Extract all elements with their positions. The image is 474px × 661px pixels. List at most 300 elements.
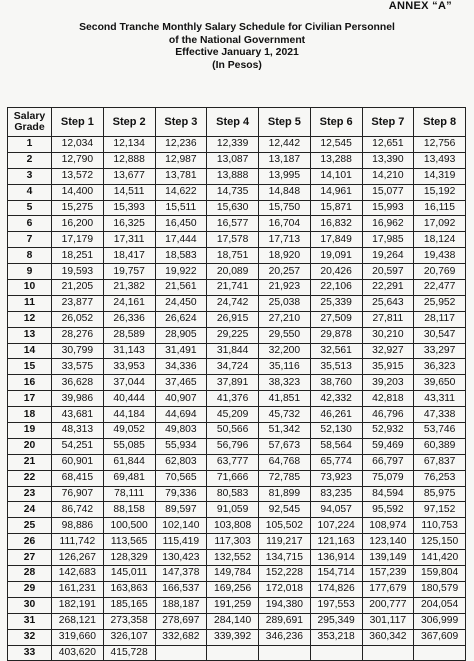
step-6-cell: 35,513 [310,359,362,375]
step-1-cell: 54,251 [52,438,104,454]
step-6-cell: 83,235 [310,486,362,502]
step-6-cell: 295,349 [310,613,362,629]
table-row [8,280,466,296]
step-4-cell: 34,724 [207,359,259,375]
step-4-cell: 339,392 [207,629,259,645]
step-2-cell: 13,677 [103,168,155,184]
step-6-cell: 19,091 [310,248,362,264]
step-4-cell: 50,566 [207,423,259,439]
table-row [8,391,466,407]
step-7-cell [362,645,414,661]
step-1-cell: 16,200 [52,216,104,232]
table-row [8,581,466,597]
step-7-cell: 16,962 [362,216,414,232]
step-5-cell: 346,236 [259,629,311,645]
step-7-cell: 95,592 [362,502,414,518]
step-3-cell: 37,465 [155,375,207,391]
step-3-cell: 24,450 [155,295,207,311]
step-3-cell: 21,561 [155,280,207,296]
table-row [8,518,466,534]
step-2-cell: 61,844 [103,454,155,470]
step-5-cell [259,645,311,661]
step-8-cell: 53,746 [414,423,466,439]
table-row [8,550,466,566]
step-2-cell: 69,481 [103,470,155,486]
table-row [8,248,466,264]
step-4-cell: 56,796 [207,438,259,454]
step-5-cell: 21,923 [259,280,311,296]
step-4-cell: 21,741 [207,280,259,296]
step-6-cell: 25,339 [310,295,362,311]
step-4-cell: 17,578 [207,232,259,248]
step-6-cell: 154,714 [310,566,362,582]
step-7-cell: 27,811 [362,311,414,327]
salary-grade-cell: 20 [8,438,52,454]
step-3-cell: 278,697 [155,613,207,629]
step-8-cell: 159,804 [414,566,466,582]
step-8-cell: 39,650 [414,375,466,391]
step-5-cell: 32,200 [259,343,311,359]
step-1-cell: 14,400 [52,184,104,200]
step-3-cell: 28,905 [155,327,207,343]
step-7-cell: 32,927 [362,343,414,359]
table-body [8,137,466,661]
step-2-cell: 28,589 [103,327,155,343]
step-1-cell: 12,034 [52,137,104,153]
step-7-cell: 52,932 [362,423,414,439]
step-7-cell: 59,469 [362,438,414,454]
step-7-cell: 25,643 [362,295,414,311]
step-1-cell: 28,276 [52,327,104,343]
salary-grade-header-line-1: Salary [13,110,46,122]
table-row [8,264,466,280]
step-8-cell: 17,092 [414,216,466,232]
step-2-cell: 14,511 [103,184,155,200]
step-1-cell: 18,251 [52,248,104,264]
title-line-2: of the National Government [168,34,306,46]
step-1-cell: 60,901 [52,454,104,470]
step-4-cell: 13,087 [207,152,259,168]
step-2-cell: 18,417 [103,248,155,264]
step-8-cell: 13,493 [414,152,466,168]
step-3-cell: 40,907 [155,391,207,407]
step-7-cell: 39,203 [362,375,414,391]
table-row [8,343,466,359]
salary-grade-cell: 7 [8,232,52,248]
step-4-cell: 169,256 [207,581,259,597]
step-4-cell: 91,059 [207,502,259,518]
step-2-cell: 100,500 [103,518,155,534]
step-2-cell: 12,134 [103,137,155,153]
step-3-cell: 55,934 [155,438,207,454]
salary-grade-cell: 4 [8,184,52,200]
step-1-cell: 30,799 [52,343,104,359]
step-2-cell: 415,728 [103,645,155,661]
step-1-cell: 182,191 [52,597,104,613]
step-3-cell [155,645,207,661]
salary-grade-cell: 22 [8,470,52,486]
step-6-cell: 197,553 [310,597,362,613]
step-5-cell: 51,342 [259,423,311,439]
table-row [8,295,466,311]
salary-grade-cell: 10 [8,280,52,296]
step-2-cell: 15,393 [103,200,155,216]
step-8-cell: 16,115 [414,200,466,216]
step-3-cell: 102,140 [155,518,207,534]
step-1-cell: 111,742 [52,534,104,550]
step-3-cell: 12,236 [155,137,207,153]
step-1-cell: 86,742 [52,502,104,518]
step-1-cell: 33,575 [52,359,104,375]
table-row [8,534,466,550]
step-5-cell: 13,995 [259,168,311,184]
salary-grade-cell: 1 [8,137,52,153]
step-5-cell: 92,545 [259,502,311,518]
step-6-cell: 94,057 [310,502,362,518]
step-2-cell: 17,311 [103,232,155,248]
step-7-cell: 360,342 [362,629,414,645]
step-2-cell: 49,052 [103,423,155,439]
step-7-cell: 22,291 [362,280,414,296]
step-8-cell: 67,837 [414,454,466,470]
step-5-cell: 57,673 [259,438,311,454]
step-1-cell: 161,231 [52,581,104,597]
document-title [0,22,474,72]
step-1-cell: 76,907 [52,486,104,502]
table-row [8,311,466,327]
step-1-cell: 68,415 [52,470,104,486]
step-2-cell: 185,165 [103,597,155,613]
salary-grade-cell: 31 [8,613,52,629]
salary-grade-cell: 21 [8,454,52,470]
step-2-cell: 44,184 [103,407,155,423]
salary-grade-cell: 8 [8,248,52,264]
step-5-cell: 27,210 [259,311,311,327]
step-4-cell: 29,225 [207,327,259,343]
step-8-cell: 30,547 [414,327,466,343]
table-row [8,613,466,629]
salary-grade-cell: 6 [8,216,52,232]
step-5-cell: 25,038 [259,295,311,311]
step-7-cell: 14,210 [362,168,414,184]
step-8-cell: 367,609 [414,629,466,645]
table-header-row [8,108,466,137]
step-3-cell: 79,336 [155,486,207,502]
step-8-cell: 180,579 [414,581,466,597]
step-4-cell: 12,339 [207,137,259,153]
table-row [8,438,466,454]
step-8-cell: 15,192 [414,184,466,200]
step-4-cell: 45,209 [207,407,259,423]
step-1-cell: 268,121 [52,613,104,629]
step-2-cell: 33,953 [103,359,155,375]
step-5-cell: 12,442 [259,137,311,153]
step-8-cell: 60,389 [414,438,466,454]
step-3-cell: 44,694 [155,407,207,423]
step-1-cell: 403,620 [52,645,104,661]
step-4-cell: 31,844 [207,343,259,359]
step-7-cell: 17,985 [362,232,414,248]
step-8-cell: 85,975 [414,486,466,502]
step-6-cell: 58,564 [310,438,362,454]
step-8-header: Step 8 [414,108,466,137]
step-2-cell: 21,382 [103,280,155,296]
step-7-header: Step 7 [362,108,414,137]
table-row [8,407,466,423]
salary-grade-cell: 24 [8,502,52,518]
step-3-header: Step 3 [155,108,207,137]
step-5-cell: 17,713 [259,232,311,248]
step-2-cell: 163,863 [103,581,155,597]
step-4-cell: 117,303 [207,534,259,550]
step-6-cell: 22,106 [310,280,362,296]
step-8-cell: 125,150 [414,534,466,550]
step-4-cell: 14,735 [207,184,259,200]
step-6-header: Step 6 [310,108,362,137]
step-5-cell: 45,732 [259,407,311,423]
salary-grade-cell: 25 [8,518,52,534]
step-6-cell: 20,426 [310,264,362,280]
step-2-cell: 37,044 [103,375,155,391]
step-7-cell: 46,796 [362,407,414,423]
step-8-cell: 36,323 [414,359,466,375]
step-1-cell: 13,572 [52,168,104,184]
step-2-cell: 31,143 [103,343,155,359]
table-row [8,645,466,661]
step-3-cell: 130,423 [155,550,207,566]
step-4-header: Step 4 [207,108,259,137]
step-4-cell: 16,577 [207,216,259,232]
step-6-cell: 46,261 [310,407,362,423]
step-4-cell: 26,915 [207,311,259,327]
step-7-cell: 84,594 [362,486,414,502]
step-2-cell: 273,358 [103,613,155,629]
step-8-cell: 141,420 [414,550,466,566]
step-2-cell: 24,161 [103,295,155,311]
step-6-cell: 14,961 [310,184,362,200]
step-2-cell: 128,329 [103,550,155,566]
table-row [8,629,466,645]
step-5-cell: 15,750 [259,200,311,216]
step-8-cell: 20,769 [414,264,466,280]
table-row [8,216,466,232]
salary-grade-header-line-2: Grade [14,121,45,133]
step-6-cell: 15,871 [310,200,362,216]
step-1-cell: 142,683 [52,566,104,582]
step-5-cell: 64,768 [259,454,311,470]
step-7-cell: 157,239 [362,566,414,582]
step-2-cell: 26,336 [103,311,155,327]
step-1-cell: 126,267 [52,550,104,566]
step-1-cell: 21,205 [52,280,104,296]
step-6-cell: 32,561 [310,343,362,359]
title-line-1: Second Tranche Monthly Salary Schedule for Civilian Personnel [79,22,395,33]
title-line-3: Effective January 1, 2021 [175,47,299,59]
step-8-cell: 14,319 [414,168,466,184]
step-4-cell: 63,777 [207,454,259,470]
step-8-cell: 47,338 [414,407,466,423]
step-5-cell: 72,785 [259,470,311,486]
step-4-cell: 80,583 [207,486,259,502]
step-7-cell: 13,390 [362,152,414,168]
step-7-cell: 139,149 [362,550,414,566]
step-7-cell: 20,597 [362,264,414,280]
step-1-cell: 26,052 [52,311,104,327]
step-5-cell: 81,899 [259,486,311,502]
step-2-cell: 55,085 [103,438,155,454]
step-2-cell: 113,565 [103,534,155,550]
salary-grade-cell: 13 [8,327,52,343]
salary-grade-cell: 14 [8,343,52,359]
step-3-cell: 147,378 [155,566,207,582]
step-5-cell: 105,502 [259,518,311,534]
step-7-cell: 123,140 [362,534,414,550]
table-row [8,470,466,486]
step-3-cell: 17,444 [155,232,207,248]
step-6-cell: 12,545 [310,137,362,153]
step-2-header: Step 2 [103,108,155,137]
step-7-cell: 12,651 [362,137,414,153]
step-5-cell: 18,920 [259,248,311,264]
step-4-cell [207,645,259,661]
step-6-cell: 38,760 [310,375,362,391]
step-8-cell: 306,999 [414,613,466,629]
step-5-cell: 41,851 [259,391,311,407]
step-3-cell: 115,419 [155,534,207,550]
step-8-cell: 204,054 [414,597,466,613]
step-1-header: Step 1 [52,108,104,137]
step-8-cell: 18,124 [414,232,466,248]
salary-grade-cell: 23 [8,486,52,502]
step-3-cell: 49,803 [155,423,207,439]
step-3-cell: 18,583 [155,248,207,264]
salary-grade-cell: 32 [8,629,52,645]
salary-grade-cell: 16 [8,375,52,391]
salary-grade-cell: 29 [8,581,52,597]
table-row [8,566,466,582]
step-8-cell: 19,438 [414,248,466,264]
step-2-cell: 40,444 [103,391,155,407]
step-6-cell: 16,832 [310,216,362,232]
salary-grade-cell: 28 [8,566,52,582]
step-5-cell: 134,715 [259,550,311,566]
table-row [8,423,466,439]
step-7-cell: 15,993 [362,200,414,216]
salary-grade-cell: 18 [8,407,52,423]
salary-schedule-table [7,107,466,661]
salary-grade-header [8,108,52,137]
step-1-cell: 23,877 [52,295,104,311]
step-3-cell: 14,622 [155,184,207,200]
step-7-cell: 301,117 [362,613,414,629]
step-3-cell: 70,565 [155,470,207,486]
step-8-cell: 76,253 [414,470,466,486]
step-4-cell: 15,630 [207,200,259,216]
table-row [8,137,466,153]
salary-grade-cell: 2 [8,152,52,168]
step-1-cell: 48,313 [52,423,104,439]
salary-grade-cell: 9 [8,264,52,280]
step-2-cell: 19,757 [103,264,155,280]
step-3-cell: 19,922 [155,264,207,280]
step-4-cell: 24,742 [207,295,259,311]
step-4-cell: 13,888 [207,168,259,184]
step-6-cell: 136,914 [310,550,362,566]
step-8-cell: 22,477 [414,280,466,296]
table-row [8,502,466,518]
step-8-cell: 43,311 [414,391,466,407]
table-row [8,327,466,343]
step-5-cell: 35,116 [259,359,311,375]
step-1-cell: 36,628 [52,375,104,391]
step-5-cell: 20,257 [259,264,311,280]
salary-grade-cell: 12 [8,311,52,327]
step-8-cell: 25,952 [414,295,466,311]
step-2-cell: 16,325 [103,216,155,232]
step-3-cell: 16,450 [155,216,207,232]
step-4-cell: 18,751 [207,248,259,264]
step-3-cell: 332,682 [155,629,207,645]
salary-grade-cell: 3 [8,168,52,184]
step-8-cell: 12,756 [414,137,466,153]
step-6-cell: 29,878 [310,327,362,343]
salary-grade-cell: 17 [8,391,52,407]
step-5-cell: 14,848 [259,184,311,200]
salary-grade-cell: 33 [8,645,52,661]
salary-grade-cell: 30 [8,597,52,613]
table-row [8,486,466,502]
step-3-cell: 12,987 [155,152,207,168]
step-2-cell: 78,111 [103,486,155,502]
step-6-cell: 107,224 [310,518,362,534]
step-4-cell: 20,089 [207,264,259,280]
step-7-cell: 200,777 [362,597,414,613]
step-5-cell: 16,704 [259,216,311,232]
salary-grade-cell: 5 [8,200,52,216]
step-2-cell: 88,158 [103,502,155,518]
step-7-cell: 66,797 [362,454,414,470]
step-1-cell: 43,681 [52,407,104,423]
step-7-cell: 42,818 [362,391,414,407]
step-7-cell: 35,915 [362,359,414,375]
step-2-cell: 12,888 [103,152,155,168]
step-6-cell: 353,218 [310,629,362,645]
step-1-cell: 39,986 [52,391,104,407]
step-4-cell: 71,666 [207,470,259,486]
salary-grade-cell: 26 [8,534,52,550]
salary-grade-cell: 15 [8,359,52,375]
step-6-cell: 17,849 [310,232,362,248]
step-1-cell: 98,886 [52,518,104,534]
step-7-cell: 15,077 [362,184,414,200]
step-5-cell: 119,217 [259,534,311,550]
step-8-cell: 33,297 [414,343,466,359]
title-line-4: (In Pesos) [212,59,262,71]
step-1-cell: 12,790 [52,152,104,168]
step-3-cell: 34,336 [155,359,207,375]
step-3-cell: 26,624 [155,311,207,327]
step-6-cell: 73,923 [310,470,362,486]
step-3-cell: 166,537 [155,581,207,597]
step-3-cell: 13,781 [155,168,207,184]
step-5-cell: 38,323 [259,375,311,391]
step-4-cell: 37,891 [207,375,259,391]
step-4-cell: 149,784 [207,566,259,582]
annex-label: ANNEX “A” [388,0,452,12]
step-8-cell [414,645,466,661]
step-2-cell: 145,011 [103,566,155,582]
step-5-cell: 172,018 [259,581,311,597]
